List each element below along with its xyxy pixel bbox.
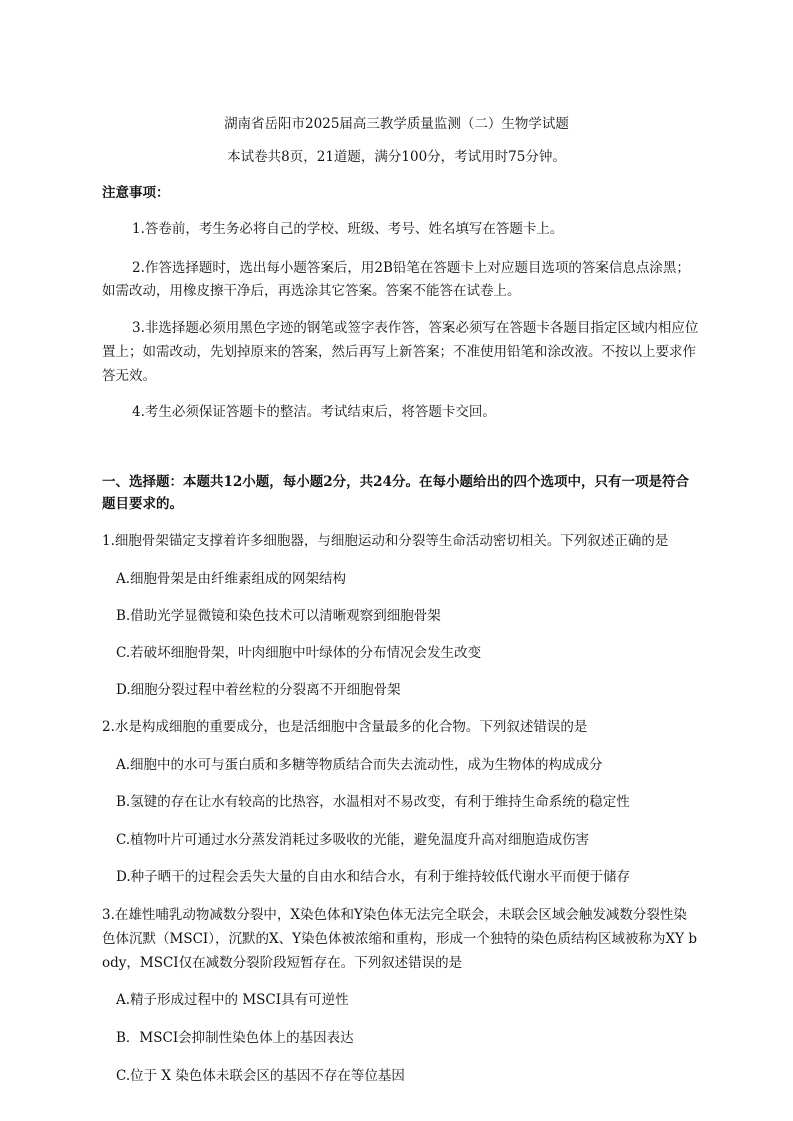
- question-2-option-a: A.细胞中的水可与蛋白质和多糖等物质结合而失去流动性，成为生物体的构成成分: [116, 757, 603, 773]
- notice-item-3-cont-2: 答无效。: [102, 368, 156, 384]
- question-2-option-c: C.植物叶片可通过水分蒸发消耗过多吸收的光能，避免温度升高对细胞造成伤害: [116, 832, 590, 848]
- question-3-option-c: C.位于 X 染色体未联会区的基因不存在等位基因: [116, 1068, 405, 1084]
- document-subtitle: 本试卷共8页，21道题，满分100分，考试用时75分钟。: [227, 149, 566, 165]
- notice-item-1: 1.答卷前，考生务必将自己的学校、班级、考号、姓名填写在答题卡上。: [132, 221, 564, 237]
- question-1-option-b: B.借助光学显微镜和染色技术可以清晰观察到细胞骨架: [116, 608, 441, 624]
- question-3-stem: 3.在雄性哺乳动物减数分裂中，X染色体和Y染色体无法完全联会，未联会区域会触发减数分裂性染: [102, 907, 687, 923]
- question-2-option-b: B.氢键的存在让水有较高的比热容，水温相对不易改变，有利于维持生命系统的稳定性: [116, 794, 630, 810]
- question-2-stem: 2.水是构成细胞的重要成分，也是活细胞中含量最多的化合物。下列叙述错误的是: [102, 719, 588, 735]
- question-1-option-a: A.细胞骨架是由纤维素组成的网架结构: [116, 571, 347, 587]
- notice-item-4: 4.考生必须保证答题卡的整洁。考试结束后，将答题卡交回。: [132, 404, 496, 420]
- question-1-stem: 1.细胞骨架锚定支撑着许多细胞器，与细胞运动和分裂等生命活动密切相关。下列叙述正确的是: [102, 533, 669, 549]
- section-heading-cont: 题目要求的。: [102, 496, 183, 512]
- question-3-stem-cont-2: ody，MSCI仅在减数分裂阶段短暂存在。下列叙述错误的是: [102, 955, 463, 971]
- question-3-option-b: B．MSCI会抑制性染色体上的基因表达: [116, 1030, 354, 1046]
- question-3-option-a: A.精子形成过程中的 MSCI具有可逆性: [116, 992, 349, 1008]
- section-heading: 一、选择题：本题共12小题，每小题2分，共24分。在每小题给出的四个选项中，只有一项是符合: [102, 474, 689, 490]
- notice-item-3-cont-1: 置上；如需改动，先划掉原来的答案，然后再写上新答案；不准使用铅笔和涂改液。不按以上要求作: [102, 344, 696, 360]
- question-1-option-d: D.细胞分裂过程中着丝粒的分裂离不开细胞骨架: [116, 682, 401, 698]
- notice-heading: 注意事项：: [102, 185, 170, 201]
- question-1-option-c: C.若破坏细胞骨架，叶肉细胞中叶绿体的分布情况会发生改变: [116, 645, 482, 661]
- notice-item-2: 2.作答选择题时，选出每小题答案后，用2B铅笔在答题卡上对应题目选项的答案信息点涂黑；: [132, 260, 690, 276]
- question-2-option-d: D.种子晒干的过程会丢失大量的自由水和结合水，有利于维持较低代谢水平而便于储存: [116, 869, 631, 885]
- question-3-stem-cont-1: 色体沉默（MSCI），沉默的X、Y染色体被浓缩和重构，形成一个独特的染色质结构区域被称为XY b: [102, 931, 697, 947]
- notice-item-2-cont: 如需改动，用橡皮擦干净后，再选涂其它答案。答案不能答在试卷上。: [102, 283, 521, 299]
- notice-item-3: 3.非选择题必须用黑色字迹的钢笔或签字表作答，答案必须写在答题卡各题目指定区域内相应位: [132, 320, 699, 336]
- document-title: 湖南省岳阳市2025届高三教学质量监测（二）生物学试题: [224, 116, 569, 132]
